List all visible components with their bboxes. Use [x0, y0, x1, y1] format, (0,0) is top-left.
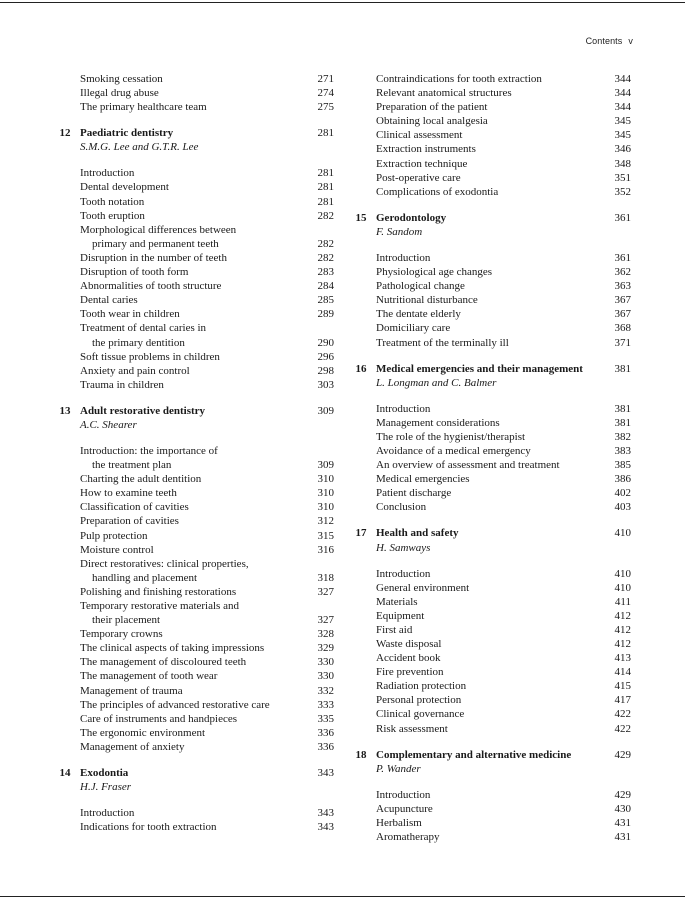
- toc-entry: [348, 416, 631, 430]
- entry-page-number: 362: [614, 266, 631, 279]
- entry-title: Soft tissue problems in children: [80, 350, 220, 363]
- entry-page-number: 371: [614, 336, 631, 349]
- toc-entry: [348, 142, 631, 156]
- entry-page-number: 282: [317, 237, 334, 250]
- toc-entry: [52, 307, 334, 321]
- chapter-title-row: [52, 404, 334, 418]
- entry-title: The dentate elderly: [376, 308, 461, 321]
- entry-title: Aromatherapy: [376, 831, 440, 844]
- entry-page-number: 368: [614, 322, 631, 335]
- toc-entry: [52, 669, 334, 683]
- chapter-author: H. Samways: [376, 541, 431, 554]
- toc-entry: [348, 293, 631, 307]
- chapter-number: 17: [355, 527, 367, 540]
- chapter-title-row: [348, 748, 631, 762]
- chapter-title: Paediatric dentistry: [80, 127, 174, 140]
- entry-title: Smoking cessation: [80, 73, 163, 85]
- entry-page-number: 309: [317, 459, 334, 472]
- toc-entry: [52, 613, 334, 627]
- toc-entry: [348, 816, 631, 830]
- entry-title: Disruption of tooth form: [80, 266, 189, 279]
- toc-entry: [348, 679, 631, 693]
- toc-entry: [348, 595, 631, 609]
- toc-entry: [52, 627, 334, 641]
- entry-title: Extraction technique: [376, 157, 468, 170]
- entry-page-number: 310: [317, 487, 334, 500]
- chapter-number: 18: [355, 748, 367, 761]
- toc-entry: [348, 307, 631, 321]
- entry-page-number: 345: [614, 129, 631, 142]
- entry-title: Introduction: [80, 167, 135, 180]
- entry-page-number: 344: [614, 73, 631, 85]
- chapter-author: P. Wander: [376, 762, 421, 775]
- toc-entry: [348, 500, 631, 514]
- toc-entry: [348, 171, 631, 185]
- entry-page-number: 290: [317, 336, 334, 349]
- entry-title: Trauma in children: [80, 378, 164, 391]
- toc-entry: [52, 279, 334, 293]
- entry-page-number: 412: [614, 609, 631, 622]
- entry-title: handling and placement: [92, 571, 198, 584]
- entry-page-number: 385: [614, 459, 631, 472]
- toc-entry: [348, 665, 631, 679]
- entry-title: Treatment of dental caries in: [80, 322, 207, 335]
- chapter-number: 13: [59, 404, 71, 417]
- chapter-page-number: 281: [317, 127, 334, 140]
- contents-right-column: [348, 72, 631, 844]
- entry-title: Patient discharge: [376, 487, 452, 500]
- chapter-page-number: 361: [614, 211, 631, 224]
- chapter-page-number: 410: [614, 527, 631, 540]
- chapter-heading: [348, 526, 631, 554]
- entry-page-number: 282: [317, 209, 334, 222]
- toc-entry: [348, 637, 631, 651]
- entry-page-number: 382: [614, 430, 631, 443]
- chapter-title: Health and safety: [376, 527, 459, 540]
- chapter-author: L. Longman and C. Balmer: [376, 376, 497, 389]
- toc-entry: [52, 472, 334, 486]
- toc-entry: [348, 458, 631, 472]
- entry-title: Equipment: [376, 609, 425, 622]
- entry-page-number: 415: [614, 680, 631, 693]
- entry-title: Materials: [376, 595, 418, 608]
- toc-entry: [52, 820, 334, 834]
- entry-page-number: 274: [317, 87, 334, 100]
- entry-page-number: 312: [317, 515, 334, 528]
- entry-page-number: 283: [317, 266, 334, 279]
- toc-entry: [348, 707, 631, 721]
- toc-entry: [348, 402, 631, 416]
- entry-title: General environment: [376, 581, 470, 594]
- entry-title: their placement: [92, 614, 161, 627]
- entry-page-number: 411: [614, 595, 631, 608]
- entry-page-number: 414: [614, 666, 631, 679]
- entry-title: Introduction: [80, 807, 135, 820]
- entry-title: Introduction: [376, 788, 431, 801]
- entry-page-number: 417: [614, 694, 631, 707]
- entry-title: Conclusion: [376, 501, 427, 514]
- toc-entry: [348, 157, 631, 171]
- toc-entry: [52, 529, 334, 543]
- chapter-number: 12: [59, 127, 71, 140]
- chapter-title-row: [52, 126, 334, 140]
- entry-page-number: 412: [614, 638, 631, 650]
- entry-page-number: 422: [614, 722, 631, 735]
- entry-title: Medical emergencies: [376, 473, 470, 486]
- toc-entry: [52, 458, 334, 472]
- entry-title: Management of anxiety: [80, 740, 185, 753]
- toc-entry: [52, 209, 334, 223]
- entry-title: Extraction instruments: [376, 143, 476, 156]
- entry-title: An overview of assessment and treatment: [376, 459, 560, 472]
- chapter-author: S.M.G. Lee and G.T.R. Lee: [80, 141, 199, 154]
- entry-page-number: 327: [317, 614, 334, 627]
- toc-entry: [52, 806, 334, 820]
- entry-page-number: 343: [317, 807, 334, 820]
- running-head: [586, 36, 633, 46]
- entry-page-number: 431: [614, 816, 631, 829]
- entry-title: Disruption in the number of teeth: [80, 251, 227, 264]
- entry-page-number: 327: [317, 585, 334, 598]
- toc-entry: [52, 195, 334, 209]
- chapter-title-row: [348, 526, 631, 540]
- toc-entry: [348, 279, 631, 293]
- entry-title: Dental development: [80, 181, 169, 194]
- entry-page-number: 336: [317, 740, 334, 753]
- entry-page-number: 275: [317, 101, 334, 114]
- entry-title: Complications of exodontia: [376, 185, 499, 198]
- toc-entry: [348, 72, 631, 86]
- entry-title: Tooth wear in children: [80, 308, 180, 321]
- entry-title: The role of the hygienist/therapist: [376, 430, 526, 443]
- entry-page-number: 422: [614, 708, 631, 721]
- entry-title: Introduction: [376, 251, 431, 264]
- entry-title: How to examine teeth: [80, 487, 177, 500]
- toc-entry: [52, 265, 334, 279]
- toc-entry: [52, 571, 334, 585]
- entry-page-number: 281: [317, 181, 334, 194]
- toc-entry: [348, 486, 631, 500]
- chapter-heading: [348, 211, 631, 239]
- entry-page-number: 330: [317, 656, 334, 669]
- toc-entry: [52, 740, 334, 754]
- entry-page-number: 386: [614, 473, 631, 486]
- entry-page-number: 431: [614, 831, 631, 844]
- entry-title: The management of discoloured teeth: [80, 656, 247, 669]
- toc-entry: [348, 444, 631, 458]
- toc-entry: [52, 378, 334, 392]
- entry-page-number: 285: [317, 294, 334, 307]
- entry-title: The primary healthcare team: [80, 101, 207, 114]
- chapter-number: 15: [355, 211, 367, 224]
- toc-entry: [52, 223, 334, 237]
- entry-title: Tooth notation: [80, 195, 145, 208]
- entry-page-number: 336: [317, 726, 334, 739]
- toc-entry: [52, 251, 334, 265]
- entry-title: Charting the adult dentition: [80, 473, 202, 486]
- entry-title: The clinical aspects of taking impressions: [80, 642, 265, 655]
- entry-page-number: 410: [614, 581, 631, 594]
- entry-title: Fire prevention: [376, 666, 444, 679]
- toc-entry: [348, 830, 631, 844]
- entry-title: Care of instruments and handpieces: [80, 712, 238, 725]
- entry-title: Moisture control: [80, 543, 154, 556]
- entry-title: Temporary crowns: [80, 628, 163, 641]
- entry-title: Contraindications for tooth extraction: [376, 73, 542, 85]
- toc-entry: [52, 180, 334, 194]
- entry-page-number: 329: [317, 642, 334, 655]
- entry-page-number: 344: [614, 101, 631, 114]
- entry-page-number: 403: [614, 501, 631, 514]
- entry-page-number: 361: [614, 251, 631, 264]
- entry-title: Treatment of the terminally ill: [376, 336, 509, 349]
- entry-title: Preparation of cavities: [80, 515, 179, 528]
- chapter-title: Gerodontology: [376, 211, 447, 224]
- top-rule: [0, 2, 685, 3]
- entry-page-number: 284: [317, 280, 334, 293]
- toc-entry: [348, 321, 631, 335]
- entry-title: Direct restoratives: clinical properties,: [80, 557, 249, 570]
- entry-page-number: 271: [317, 73, 334, 85]
- entry-title: Physiological age changes: [376, 266, 493, 279]
- chapter-heading: [52, 126, 334, 154]
- entry-title: Pathological change: [376, 280, 465, 293]
- chapter-heading: [348, 748, 631, 776]
- entry-title: Domiciliary care: [376, 322, 451, 335]
- entry-title: Nutritional disturbance: [376, 294, 478, 307]
- toc-entry: [348, 336, 631, 350]
- toc-entry: [348, 623, 631, 637]
- toc-entry: [52, 712, 334, 726]
- toc-entry: [52, 336, 334, 350]
- toc-entry: [348, 100, 631, 114]
- entry-page-number: 296: [317, 350, 334, 363]
- entry-page-number: 282: [317, 251, 334, 264]
- chapter-title: Exodontia: [80, 767, 129, 780]
- toc-entry: [348, 788, 631, 802]
- entry-page-number: 330: [317, 670, 334, 683]
- toc-entry: [348, 651, 631, 665]
- entry-page-number: 315: [317, 529, 334, 542]
- toc-entry: [52, 486, 334, 500]
- toc-entry: [348, 430, 631, 444]
- toc-entry: [348, 581, 631, 595]
- toc-entry: [52, 86, 334, 100]
- entry-page-number: 381: [614, 416, 631, 429]
- entry-title: Classification of cavities: [80, 501, 189, 514]
- entry-page-number: 413: [614, 652, 631, 665]
- entry-page-number: 281: [317, 195, 334, 208]
- entry-page-number: 345: [614, 115, 631, 128]
- entry-page-number: 333: [317, 698, 334, 711]
- entry-page-number: 363: [614, 280, 631, 293]
- entry-title: Waste disposal: [376, 638, 442, 650]
- chapter-title: Adult restorative dentistry: [80, 404, 206, 417]
- entry-page-number: 343: [317, 821, 334, 834]
- entry-title: Introduction: [376, 567, 431, 580]
- chapter-number: 14: [59, 767, 71, 780]
- entry-title: Avoidance of a medical emergency: [376, 444, 531, 457]
- entry-title: Polishing and finishing restorations: [80, 585, 237, 598]
- toc-entry: [52, 514, 334, 528]
- toc-entry: [348, 567, 631, 581]
- entry-title: Tooth eruption: [80, 209, 145, 222]
- toc-entry: [52, 321, 334, 335]
- chapter-title-row: [348, 362, 631, 376]
- entry-page-number: 310: [317, 501, 334, 514]
- entry-title: Acupuncture: [376, 802, 433, 815]
- toc-entry: [348, 86, 631, 100]
- entry-title: primary and permanent teeth: [92, 237, 219, 250]
- entry-page-number: 402: [614, 487, 631, 500]
- toc-entry: [348, 693, 631, 707]
- toc-entry: [348, 472, 631, 486]
- toc-entry: [52, 166, 334, 180]
- entry-title: First aid: [376, 623, 413, 636]
- toc-entry: [52, 726, 334, 740]
- toc-entry: [52, 237, 334, 251]
- entry-page-number: 344: [614, 87, 631, 100]
- entry-title: The ergonomic environment: [80, 726, 206, 739]
- entry-page-number: 412: [614, 623, 631, 636]
- entry-title: Obtaining local analgesia: [376, 115, 488, 128]
- toc-entry: [52, 444, 334, 458]
- toc-entry: [348, 802, 631, 816]
- entry-page-number: 316: [317, 543, 334, 556]
- entry-page-number: 335: [317, 712, 334, 725]
- chapter-heading: [348, 362, 631, 390]
- entry-title: Illegal drug abuse: [80, 87, 159, 100]
- contents-left-column: [52, 72, 334, 834]
- chapter-author: F. Sandom: [376, 225, 423, 238]
- entry-title: Dental caries: [80, 294, 138, 307]
- toc-entry: [52, 293, 334, 307]
- entry-page-number: 430: [614, 802, 631, 815]
- toc-entry: [52, 599, 334, 613]
- chapter-number: 16: [355, 362, 367, 375]
- toc-entry: [52, 684, 334, 698]
- entry-title: Morphological differences between: [80, 223, 237, 236]
- entry-page-number: 289: [317, 308, 334, 321]
- entry-title: Radiation protection: [376, 680, 467, 693]
- entry-page-number: 310: [317, 473, 334, 486]
- entry-page-number: 352: [614, 185, 631, 198]
- entry-page-number: 303: [317, 378, 334, 391]
- entry-title: Abnormalities of tooth structure: [80, 280, 222, 293]
- entry-page-number: 383: [614, 444, 631, 457]
- chapter-page-number: 381: [614, 362, 631, 375]
- toc-entry: [52, 655, 334, 669]
- entry-title: Accident book: [376, 652, 441, 665]
- entry-title: Management considerations: [376, 416, 500, 429]
- toc-entry: [52, 72, 334, 86]
- toc-entry: [348, 609, 631, 623]
- entry-page-number: 332: [317, 684, 334, 697]
- toc-entry: [348, 185, 631, 199]
- entry-title: Relevant anatomical structures: [376, 87, 512, 100]
- entry-page-number: 318: [317, 571, 334, 584]
- entry-title: Post-operative care: [376, 171, 461, 184]
- entry-page-number: 281: [317, 167, 334, 180]
- toc-entry: [348, 251, 631, 265]
- entry-page-number: 429: [614, 788, 631, 801]
- toc-entry: [52, 364, 334, 378]
- chapter-heading: [52, 404, 334, 432]
- chapter-page-number: 429: [614, 748, 631, 761]
- entry-page-number: 367: [614, 294, 631, 307]
- toc-entry: [52, 100, 334, 114]
- entry-page-number: 346: [614, 143, 631, 156]
- chapter-page-number: 309: [317, 404, 334, 417]
- entry-title: The principles of advanced restorative care: [80, 698, 270, 711]
- entry-title: Temporary restorative materials and: [80, 600, 239, 612]
- toc-entry: [52, 500, 334, 514]
- chapter-title-row: [52, 766, 334, 780]
- entry-title: Introduction: [376, 402, 431, 415]
- entry-title: Personal protection: [376, 694, 462, 707]
- toc-entry: [348, 114, 631, 128]
- entry-title: Clinical assessment: [376, 129, 463, 142]
- chapter-title-row: [348, 211, 631, 225]
- running-head-title: Contents: [585, 36, 623, 46]
- entry-title: the treatment plan: [92, 459, 172, 472]
- entry-page-number: 348: [614, 157, 631, 170]
- entry-title: Indications for tooth extraction: [80, 821, 217, 834]
- running-head-page-number: v: [628, 36, 633, 46]
- chapter-title: Medical emergencies and their management: [376, 362, 583, 375]
- toc-entry: [52, 641, 334, 655]
- entry-title: Clinical governance: [376, 708, 465, 721]
- chapter-heading: [52, 766, 334, 794]
- entry-page-number: 298: [317, 364, 334, 377]
- toc-entry: [348, 265, 631, 279]
- toc-entry: [52, 698, 334, 712]
- entry-page-number: 328: [317, 628, 334, 641]
- toc-entry: [52, 557, 334, 571]
- bottom-rule: [0, 896, 685, 897]
- toc-entry: [348, 722, 631, 736]
- chapter-title: Complementary and alternative medicine: [376, 748, 572, 761]
- toc-entry: [52, 350, 334, 364]
- toc-entry: [52, 543, 334, 557]
- entry-title: the primary dentition: [92, 336, 185, 349]
- entry-title: Pulp protection: [80, 529, 148, 542]
- chapter-author: H.J. Fraser: [80, 781, 132, 794]
- entry-title: Management of trauma: [80, 684, 183, 697]
- entry-page-number: 351: [614, 171, 631, 184]
- entry-title: Anxiety and pain control: [80, 364, 190, 377]
- entry-page-number: 381: [614, 402, 631, 415]
- entry-title: Introduction: the importance of: [80, 444, 218, 457]
- entry-title: Preparation of the patient: [376, 101, 488, 114]
- entry-title: The management of tooth wear: [80, 670, 218, 683]
- chapter-page-number: 343: [317, 767, 334, 780]
- chapter-author: A.C. Shearer: [80, 418, 137, 431]
- toc-entry: [52, 585, 334, 599]
- toc-entry: [348, 128, 631, 142]
- entry-title: Herbalism: [376, 816, 422, 829]
- entry-title: Risk assessment: [376, 722, 448, 735]
- entry-page-number: 410: [614, 567, 631, 580]
- entry-page-number: 367: [614, 308, 631, 321]
